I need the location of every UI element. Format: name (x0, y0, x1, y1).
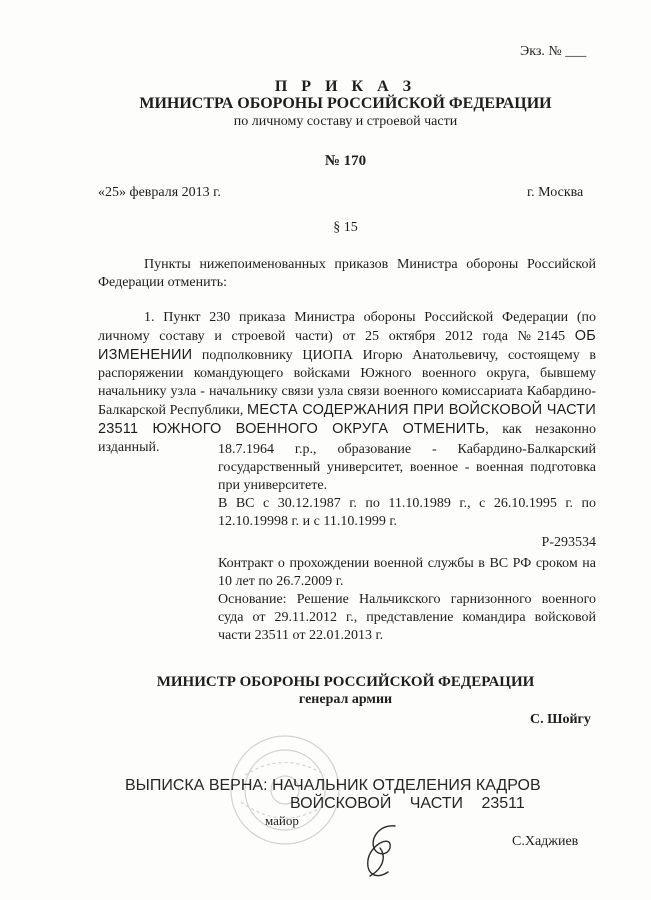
extract-certification-line: ВЫПИСКА ВЕРНА: НАЧАЛЬНИК ОТДЕЛЕНИЯ КАДРОВ (125, 777, 541, 794)
item-1-paragraph (98, 309, 596, 457)
subject-subheading: по личному составу и строевой части (233, 114, 458, 129)
order-date: «25» февраля 2013 г. (98, 185, 221, 200)
personal-number: Р-293534 (541, 535, 596, 550)
handwritten-signature-icon (340, 818, 420, 888)
issuer-heading: МИНИСТРА ОБОРОНЫ РОССИЙСКОЙ ФЕДЕРАЦИИ (139, 95, 552, 112)
certifier-name: С.Хаджиев (512, 834, 579, 849)
item-1-text-b: подполковнику ЦИОПА Игорю Анатольевичу, состоящему в распоряжении командующего войсками Южного военного округа, бывшему начальнику узла - начальнику связи узла связи военного комиссариата Кабардино-Балкарской Республики, (98, 348, 596, 418)
item-1-caps-a: ОБ ИЗМЕНЕНИИ (98, 328, 596, 363)
item-1-text-a: 1. Пункт 230 приказа Министра обороны Российской Федерации (по личному составу и строевой части) от 25 октября 2012 года №2145 (98, 310, 596, 344)
section-marker: § 15 (333, 220, 358, 235)
bio-text: 18.7.1964 г.р., образование - Кабардино-Балкарский государственный университет, военное - военная подготовка при университете. (218, 442, 596, 493)
order-city: г. Москва (527, 185, 584, 200)
certifier-rank: майор (265, 813, 299, 828)
intro-paragraph: Пункты нижепоименованных приказов Министра обороны Российской Федерации отменить: (98, 257, 596, 290)
signatory-rank: генерал армии (298, 692, 393, 707)
contract-text: Контракт о прохождении военной службы в ВС РФ сроком на 10 лет по 26.7.2009 г. (218, 556, 596, 589)
signatory-title: МИНИСТР ОБОРОНЫ РОССИЙСКОЙ ФЕДЕРАЦИИ (156, 674, 535, 690)
document-type-heading: П Р И К А З (274, 78, 417, 95)
basis-text: Основание: Решение Нальчикского гарнизонного военного суда от 29.11.2012 г., представление командира войсковой части 23511 от 22.01.2013 г. (218, 592, 596, 643)
copy-number: Экз. № ___ (520, 44, 587, 59)
item-1-text-c: , как незаконно изданный. (98, 422, 596, 455)
signatory-name: С. Шойгу (530, 712, 591, 727)
item-1-caps-b: МЕСТА СОДЕРЖАНИЯ ПРИ ВОЙСКОВОЙ ЧАСТИ 23511 ЮЖНОГО ВОЕННОГО ОКРУГА ОТМЕНИТЬ (98, 402, 596, 437)
extract-unit-line: ВОЙСКОВОЙ ЧАСТИ 23511 (290, 795, 525, 812)
service-text: В ВС с 30.12.1987 г. по 11.10.1989 г., с 26.10.1995 г. по 12.10.19998 г. и с 11.10.1999 г. (218, 496, 596, 529)
order-number: № 170 (324, 153, 367, 169)
personal-details (218, 441, 596, 645)
